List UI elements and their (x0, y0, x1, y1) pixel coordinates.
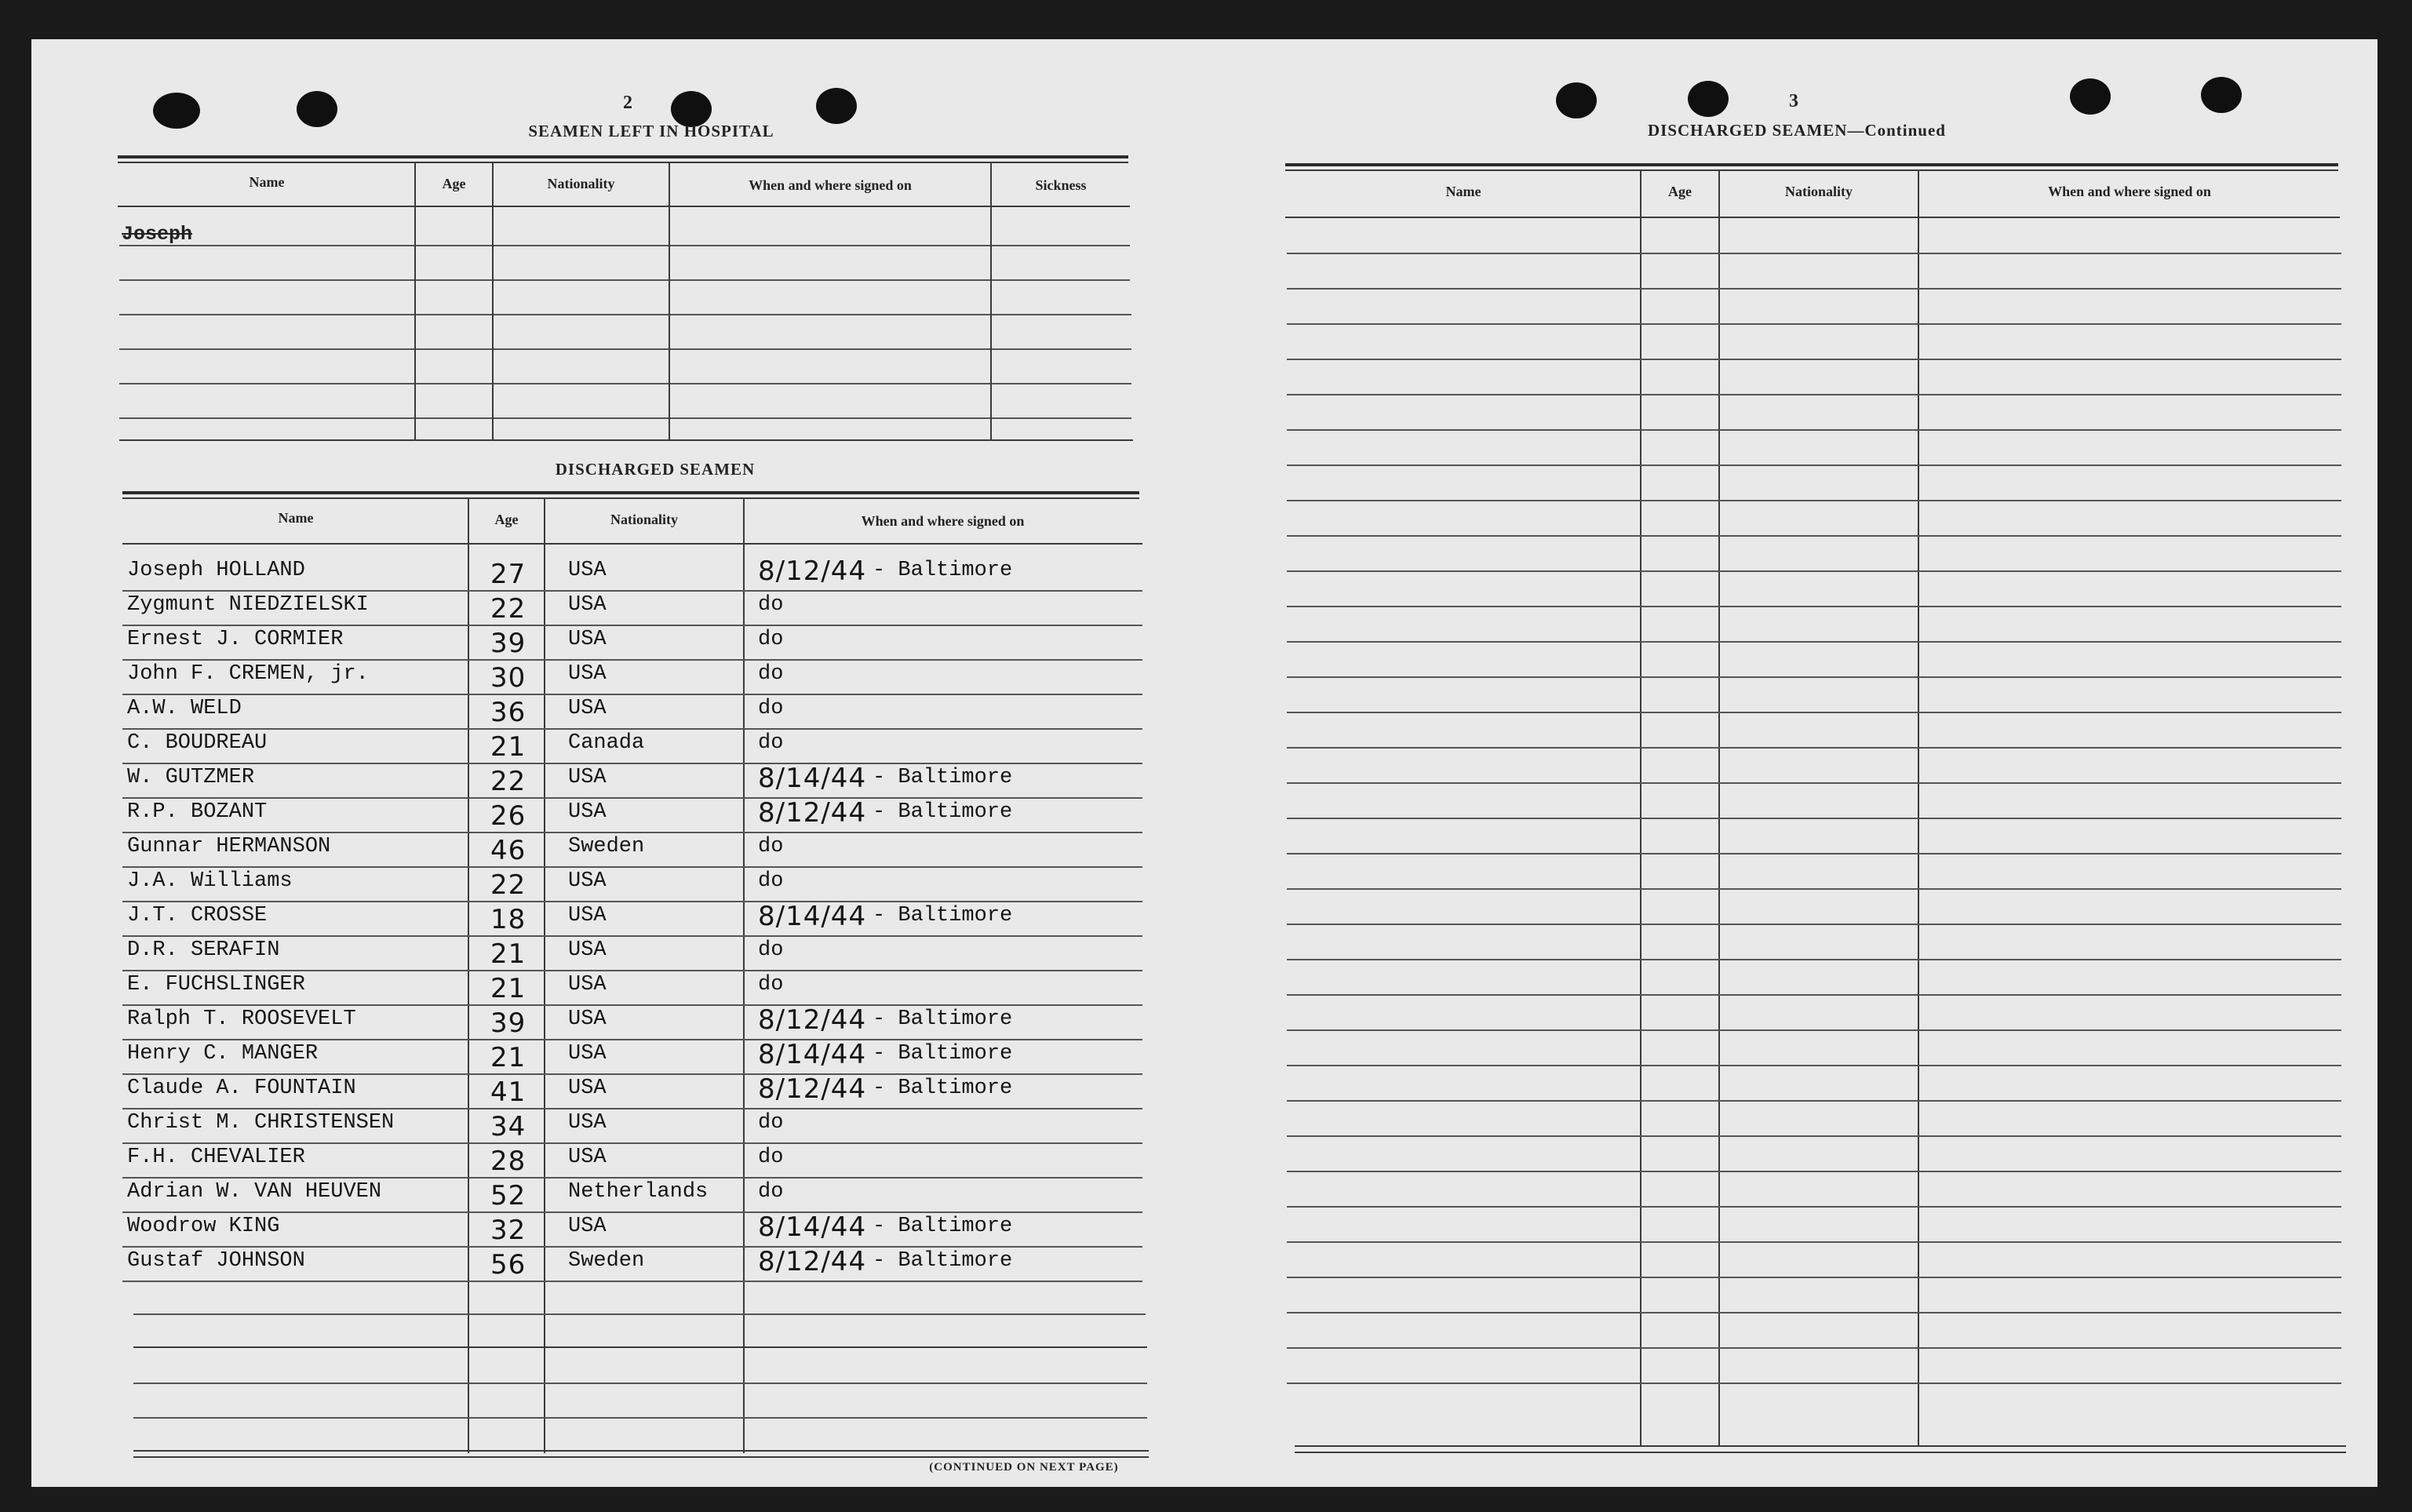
signed-on-place: do (758, 731, 784, 755)
seaman-name: Claude A. FOUNTAIN (127, 1077, 356, 1100)
hospital-struck-entry: Joseph (122, 223, 193, 246)
signed-on-place: do (758, 938, 784, 962)
blank-row-rule (1287, 606, 2341, 607)
row-rule (122, 694, 1142, 695)
signed-on-date: 8/12/44 (758, 1246, 867, 1277)
left-page-number: 2 (623, 93, 632, 113)
signed-on-place: do (758, 1111, 784, 1135)
signed-on-date: 8/14/44 (758, 901, 867, 932)
seaman-age: 21 (490, 1042, 526, 1073)
blank-row-rule (1287, 1277, 2341, 1278)
seaman-age: 30 (490, 662, 526, 694)
blank-row-rule (1287, 641, 2341, 643)
row-rule (122, 1004, 1142, 1006)
blank-row-rule (1287, 253, 2341, 254)
seaman-name: Gunnar HERMANSON (127, 835, 331, 858)
seaman-name: Gustaf JOHNSON (127, 1249, 305, 1273)
discharged-header-age: Age (494, 512, 519, 527)
signed-on-place: - Baltimore (873, 559, 1013, 582)
seaman-age: 46 (490, 835, 526, 866)
hospital-header-when-where: When and where signed on (749, 177, 912, 193)
blank-row-rule (1287, 994, 2341, 996)
seaman-nationality: USA (568, 869, 607, 893)
seaman-name: Adrian W. VAN HEUVEN (127, 1180, 382, 1204)
punch-hole (2201, 77, 2242, 113)
document-sheet (31, 39, 2377, 1487)
hospital-header-sickness: Sickness (1035, 177, 1087, 193)
seaman-age: 56 (490, 1249, 526, 1281)
blank-row-rule (1287, 1029, 2341, 1031)
row-rule (122, 970, 1142, 971)
hospital-section-title: SEAMEN LEFT IN HOSPITAL (528, 122, 774, 140)
blank-row-rule (1287, 535, 2341, 537)
seaman-nationality: USA (568, 593, 607, 617)
seaman-name: W. GUTZMER (127, 766, 255, 789)
blank-row-rule (1287, 465, 2341, 466)
punch-hole (297, 91, 337, 127)
signed-on-date: 8/12/44 (758, 797, 867, 829)
seaman-age: 21 (490, 973, 526, 1004)
row-rule (122, 1142, 1142, 1144)
discharged-header-nationality: Nationality (610, 512, 678, 527)
punch-hole (153, 93, 200, 129)
blank-row-rule (1287, 712, 2341, 713)
seaman-age: 22 (490, 869, 526, 901)
blank-row-rule (1287, 1100, 2341, 1102)
discharged-header-name: Name (278, 510, 314, 526)
seaman-name: C. BOUDREAU (127, 731, 268, 755)
hospital-header-age: Age (442, 176, 466, 191)
blank-row-rule (1287, 1241, 2341, 1243)
seaman-name: D.R. SERAFIN (127, 938, 280, 962)
blank-row-rule (1287, 1171, 2341, 1172)
blank-row-rule (1287, 959, 2341, 960)
signed-on-date: 8/12/44 (758, 556, 867, 587)
seaman-name: Henry C. MANGER (127, 1042, 319, 1066)
table-bottom-rule (1295, 1452, 2346, 1453)
seaman-age: 22 (490, 766, 526, 797)
seaman-nationality: USA (568, 1146, 607, 1169)
punch-hole (2070, 78, 2111, 115)
punch-hole (816, 88, 857, 124)
signed-on-place: - Baltimore (873, 800, 1013, 824)
row-rule (122, 1108, 1142, 1109)
seaman-nationality: USA (568, 1007, 607, 1031)
seaman-nationality: USA (568, 662, 607, 686)
seaman-name: Christ M. CHRISTENSEN (127, 1111, 395, 1135)
discharged-section-title: DISCHARGED SEAMEN (555, 460, 756, 479)
signed-on-place: do (758, 697, 784, 720)
signed-on-place: do (758, 628, 784, 651)
row-rule (122, 1039, 1142, 1040)
row-rule (122, 1281, 1142, 1282)
blank-row-rule (1287, 676, 2341, 678)
seaman-nationality: USA (568, 697, 607, 720)
signed-on-date: 8/12/44 (758, 1004, 867, 1036)
seaman-age: 18 (490, 904, 526, 935)
signed-on-date: 8/14/44 (758, 1039, 867, 1070)
row-rule (122, 625, 1142, 626)
blank-row-rule (1287, 1206, 2341, 1208)
seaman-nationality: USA (568, 800, 607, 824)
row-rule (122, 1073, 1142, 1075)
seaman-name: John F. CREMEN, jr. (127, 662, 369, 686)
row-rule (122, 659, 1142, 661)
seaman-name: Zygmunt NIEDZIELSKI (127, 593, 369, 617)
seaman-name: Joseph HOLLAND (127, 559, 305, 582)
seaman-name: J.A. Williams (127, 869, 293, 893)
row-rule (122, 1211, 1142, 1213)
blank-row-rule (1287, 782, 2341, 784)
row-rule (122, 901, 1142, 902)
signed-on-place: do (758, 869, 784, 893)
signed-on-place: - Baltimore (873, 904, 1013, 927)
seaman-name: R.P. BOZANT (127, 800, 268, 824)
seaman-age: 28 (490, 1146, 526, 1177)
seaman-age: 34 (490, 1111, 526, 1142)
seaman-name: E. FUCHSLINGER (127, 973, 305, 996)
signed-on-date: 8/14/44 (758, 763, 867, 794)
blank-row-rule (1287, 1065, 2341, 1066)
row-rule (122, 1246, 1142, 1248)
row-rule (122, 1177, 1142, 1179)
row-rule (122, 763, 1142, 764)
signed-on-place: do (758, 835, 784, 858)
continued-header-nationality: Nationality (1784, 184, 1853, 199)
seaman-age: 36 (490, 697, 526, 728)
blank-row-rule (1287, 1135, 2341, 1137)
seaman-nationality: USA (568, 973, 607, 996)
seaman-age: 21 (490, 731, 526, 763)
seaman-name: Ralph T. ROOSEVELT (127, 1007, 356, 1031)
row-rule (122, 728, 1142, 730)
seaman-nationality: USA (568, 1111, 607, 1135)
seaman-age: 22 (490, 593, 526, 625)
row-rule (122, 935, 1142, 937)
blank-row-rule (1287, 500, 2341, 501)
table-bottom-rule (1295, 1445, 2346, 1447)
signed-on-place: - Baltimore (873, 1249, 1013, 1273)
signed-on-place: - Baltimore (873, 1007, 1013, 1031)
blank-row-rule (1287, 429, 2341, 431)
blank-row-rule (1287, 394, 2341, 395)
blank-row-rule (1287, 323, 2341, 325)
continued-section-title: DISCHARGED SEAMEN—Continued (1648, 121, 1946, 140)
blank-row-rule (1287, 570, 2341, 572)
signed-on-place: do (758, 662, 784, 686)
signed-on-place: do (758, 1180, 784, 1204)
signed-on-date: 8/14/44 (758, 1211, 867, 1243)
blank-row-rule (1287, 747, 2341, 749)
punch-hole (1556, 82, 1597, 118)
seaman-age: 41 (490, 1077, 526, 1108)
blank-row-rule (1287, 818, 2341, 819)
signed-on-date: 8/12/44 (758, 1073, 867, 1105)
blank-row-rule (1287, 359, 2341, 360)
seaman-name: Woodrow KING (127, 1215, 280, 1238)
row-rule (122, 590, 1142, 592)
seaman-age: 39 (490, 1007, 526, 1039)
signed-on-place: - Baltimore (873, 1042, 1013, 1066)
punch-hole (1688, 81, 1729, 117)
signed-on-place: do (758, 973, 784, 996)
right-page-number: 3 (1789, 91, 1798, 111)
signed-on-place: - Baltimore (873, 1077, 1013, 1100)
seaman-age: 32 (490, 1215, 526, 1246)
seaman-nationality: USA (568, 628, 607, 651)
signed-on-place: do (758, 593, 784, 617)
seaman-nationality: USA (568, 559, 607, 582)
blank-row-rule (1287, 853, 2341, 854)
seaman-age: 52 (490, 1180, 526, 1211)
blank-row-rule (1287, 1383, 2341, 1384)
seaman-nationality: Canada (568, 731, 645, 755)
row-rule (122, 866, 1142, 868)
seaman-name: F.H. CHEVALIER (127, 1146, 305, 1169)
seaman-nationality: USA (568, 766, 607, 789)
blank-row-rule (1287, 288, 2341, 290)
hospital-header-nationality: Nationality (547, 176, 615, 191)
seaman-name: A.W. WELD (127, 697, 242, 720)
discharged-header-when-where: When and where signed on (861, 513, 1025, 529)
seaman-age: 26 (490, 800, 526, 832)
blank-row-rule (1287, 888, 2341, 890)
seaman-age: 39 (490, 628, 526, 659)
seaman-age: 27 (490, 559, 526, 590)
seaman-nationality: USA (568, 938, 607, 962)
signed-on-place: - Baltimore (873, 766, 1013, 789)
seaman-nationality: USA (568, 1042, 607, 1066)
continued-header-when-where: When and where signed on (2048, 184, 2211, 199)
signed-on-place: do (758, 1146, 784, 1169)
seaman-nationality: Sweden (568, 1249, 645, 1273)
row-rule (122, 832, 1142, 833)
blank-row-rule (1287, 1347, 2341, 1349)
hospital-header-name: Name (249, 174, 285, 190)
seaman-age: 21 (490, 938, 526, 970)
blank-row-rule (1287, 1312, 2341, 1313)
row-rule (122, 797, 1142, 799)
seaman-nationality: Sweden (568, 835, 645, 858)
seaman-nationality: USA (568, 1215, 607, 1238)
seaman-nationality: USA (568, 904, 607, 927)
seaman-name: Ernest J. CORMIER (127, 628, 344, 651)
seaman-nationality: Netherlands (568, 1180, 709, 1204)
signed-on-place: - Baltimore (873, 1215, 1013, 1238)
seaman-nationality: USA (568, 1077, 607, 1100)
blank-row-rule (1287, 924, 2341, 925)
continued-header-age: Age (1668, 184, 1692, 199)
seaman-name: J.T. CROSSE (127, 904, 268, 927)
continued-footer: (CONTINUED ON NEXT PAGE) (929, 1461, 1119, 1474)
continued-header-name: Name (1445, 184, 1481, 199)
